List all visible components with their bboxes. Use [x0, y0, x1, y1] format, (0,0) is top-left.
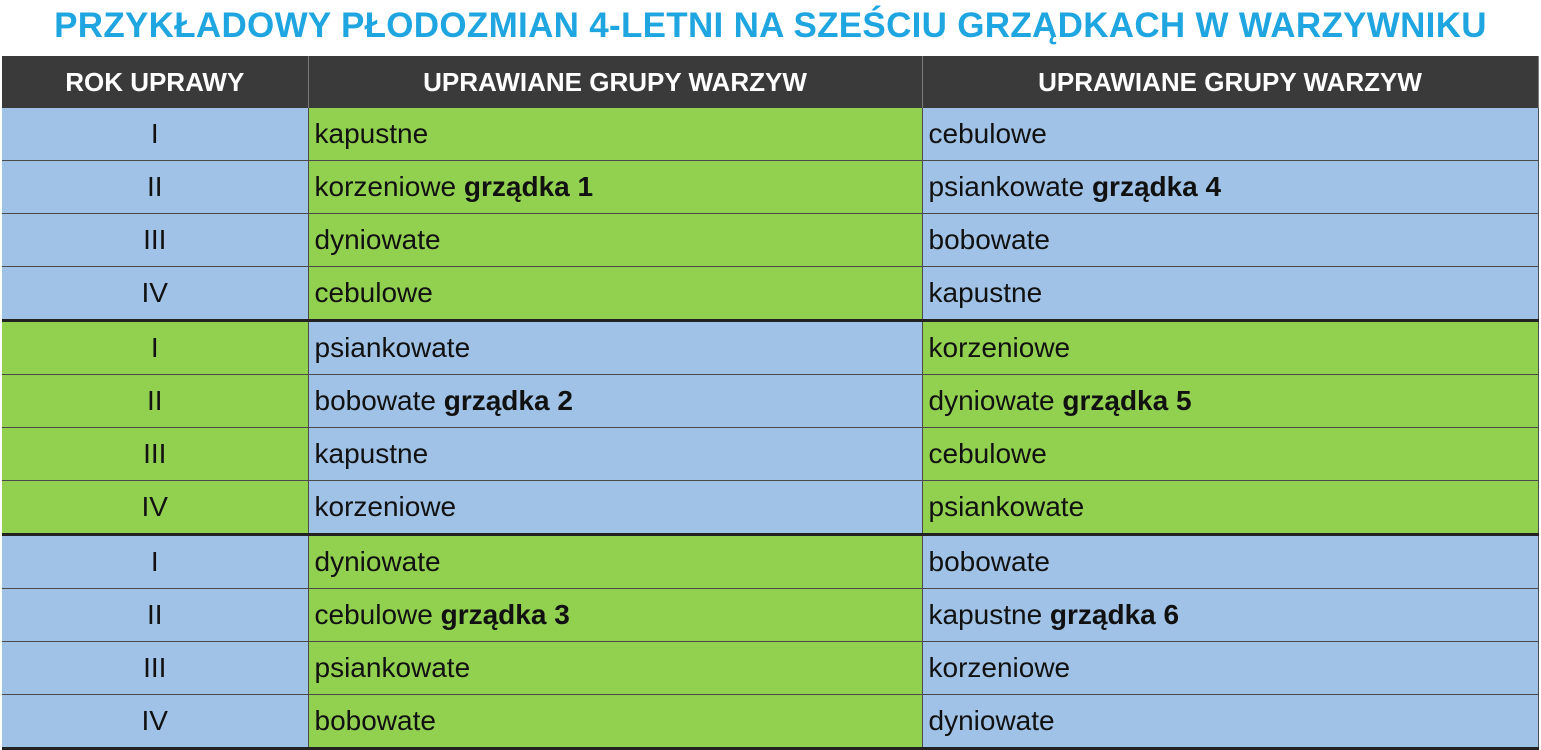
right-text: dyniowate — [928, 705, 1055, 736]
left-bed-label: grządka 3 — [440, 599, 570, 630]
right-bed-label: grządka 6 — [1049, 599, 1180, 630]
left-text: dyniowate — [314, 546, 441, 577]
right-cell — [922, 267, 1538, 321]
right-bed-label: grządka 5 — [1062, 385, 1192, 416]
right-text: cebulowe — [928, 118, 1047, 149]
table-row — [2, 321, 1538, 375]
left-text: dyniowate — [314, 224, 441, 255]
right-text: cebulowe — [928, 438, 1047, 469]
left-cell — [308, 161, 922, 214]
left-text: bobowate — [314, 705, 436, 736]
left-cell — [308, 642, 922, 695]
left-cell — [308, 267, 922, 321]
right-cell — [922, 535, 1538, 589]
right-cell — [922, 642, 1538, 695]
right-text: bobowate — [928, 546, 1050, 577]
table-row — [2, 267, 1538, 321]
year-cell: IV — [2, 267, 308, 321]
right-text: bobowate — [928, 224, 1050, 255]
left-cell — [308, 375, 922, 428]
left-text: cebulowe — [314, 599, 441, 630]
table-row — [2, 108, 1538, 161]
right-cell — [922, 481, 1538, 535]
left-cell — [308, 321, 922, 375]
year-cell: III — [2, 428, 308, 481]
table-row — [2, 428, 1538, 481]
year-cell: IV — [2, 481, 308, 535]
left-cell — [308, 428, 922, 481]
right-cell — [922, 214, 1538, 267]
table-row — [2, 375, 1538, 428]
right-text: korzeniowe — [928, 332, 1071, 363]
left-text: psiankowate — [314, 652, 471, 683]
year-cell: I — [2, 321, 308, 375]
left-text: korzeniowe — [314, 171, 464, 202]
left-cell — [308, 535, 922, 589]
table-row — [2, 535, 1538, 589]
table-row — [2, 589, 1538, 642]
right-text: psiankowate — [928, 491, 1085, 522]
left-bed-label: grządka 1 — [463, 171, 594, 202]
header-groups-left: UPRAWIANE GRUPY WARZYW — [308, 56, 922, 108]
right-text: kapustne — [928, 277, 1043, 308]
left-cell — [308, 589, 922, 642]
right-cell — [922, 161, 1538, 214]
left-text: kapustne — [314, 438, 429, 469]
table-row — [2, 161, 1538, 214]
left-cell — [308, 481, 922, 535]
table-row — [2, 214, 1538, 267]
crop-rotation-table — [2, 56, 1538, 750]
right-cell — [922, 375, 1538, 428]
header-groups-right: UPRAWIANE GRUPY WARZYW — [922, 56, 1538, 108]
right-text: korzeniowe — [928, 652, 1071, 683]
right-cell — [922, 321, 1538, 375]
page-title: PRZYKŁADOWY PŁODOZMIAN 4-LETNI NA SZEŚCIU GRZĄDKACH W WARZYWNIKU — [54, 6, 1487, 45]
left-cell — [308, 108, 922, 161]
year-cell: I — [2, 108, 308, 161]
year-cell: III — [2, 642, 308, 695]
year-cell: II — [2, 375, 308, 428]
right-text: psiankowate — [928, 171, 1092, 202]
left-text: kapustne — [314, 118, 429, 149]
year-cell: III — [2, 214, 308, 267]
right-bed-label: grządka 4 — [1091, 171, 1222, 202]
year-cell: II — [2, 161, 308, 214]
right-cell — [922, 589, 1538, 642]
table-row — [2, 481, 1538, 535]
table-header-row — [2, 56, 1538, 108]
table-row — [2, 695, 1538, 749]
right-cell — [922, 428, 1538, 481]
year-cell: II — [2, 589, 308, 642]
left-cell — [308, 695, 922, 749]
year-cell: IV — [2, 695, 308, 749]
left-text: cebulowe — [314, 277, 433, 308]
header-year: ROK UPRAWY — [2, 56, 308, 108]
right-text: dyniowate — [928, 385, 1063, 416]
left-text: bobowate — [314, 385, 444, 416]
left-text: psiankowate — [314, 332, 471, 363]
table-row — [2, 642, 1538, 695]
right-cell — [922, 108, 1538, 161]
left-bed-label: grządka 2 — [443, 385, 573, 416]
right-cell — [922, 695, 1538, 749]
year-cell: I — [2, 535, 308, 589]
left-cell — [308, 214, 922, 267]
left-text: korzeniowe — [314, 491, 457, 522]
right-text: kapustne — [928, 599, 1050, 630]
